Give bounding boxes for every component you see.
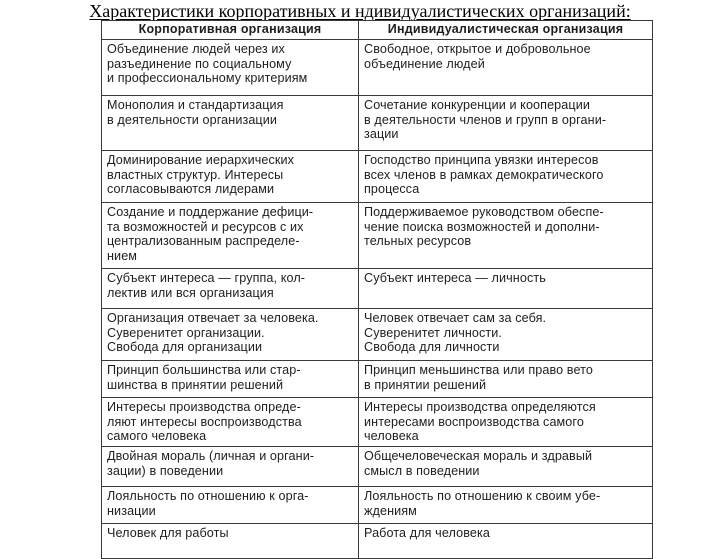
cell-text-line: согласовываются лидерами <box>107 182 275 197</box>
cell-text-line: централизованным распределе- <box>107 234 300 249</box>
cell-text-line: Поддерживаемое руководством обеспе- <box>364 205 604 219</box>
table-row <box>102 40 653 96</box>
table-row <box>102 269 653 309</box>
table-row <box>102 309 653 361</box>
cell-text-line: Человек для работы <box>107 526 229 540</box>
cell-corporate <box>102 96 359 151</box>
cell-text-line: Общечеловеческая мораль и здравый <box>364 449 593 463</box>
cell-individualistic <box>359 269 653 309</box>
cell-text-line: всех членов в рамках демократического <box>364 167 604 182</box>
cell-text-line: та возможностей и ресурсов с их <box>107 219 304 234</box>
cell-corporate <box>102 447 359 487</box>
table-row <box>102 96 653 151</box>
cell-text-line: объединение людей <box>364 56 485 71</box>
cell-text-line: в принятии решений <box>364 377 487 392</box>
cell-text-line: Суверенитет организации. <box>107 325 265 340</box>
cell-text-line: Интересы производства определяются <box>364 400 596 414</box>
cell-individualistic <box>359 40 653 96</box>
cell-corporate <box>102 398 359 447</box>
table-row <box>102 361 653 398</box>
cell-text-line: Сочетание конкуренции и кооперации <box>364 98 590 112</box>
table-row <box>102 203 653 269</box>
cell-text-line: Объединение людей через их <box>107 42 285 56</box>
cell-text-line: ждениям <box>364 503 417 518</box>
cell-text-line: зации) в поведении <box>107 463 224 478</box>
cell-text-line: Господство принципа увязки интересов <box>364 153 599 167</box>
cell-individualistic <box>359 524 653 559</box>
cell-text-line: Создание и поддержание дефици- <box>107 205 314 219</box>
cell-text-line: Субъект интереса — личность <box>364 271 546 285</box>
cell-text-line: интересами воспроизводства самого <box>364 414 584 429</box>
cell-text-line: властных структур. Интересы <box>107 167 284 182</box>
cell-individualistic <box>359 398 653 447</box>
cell-individualistic <box>359 309 653 361</box>
cell-corporate <box>102 524 359 559</box>
cell-individualistic <box>359 361 653 398</box>
cell-corporate <box>102 361 359 398</box>
cell-individualistic <box>359 151 653 203</box>
cell-text-line: Человек отвечает сам за себя. <box>364 311 547 325</box>
table-row <box>102 398 653 447</box>
cell-text-line: Интересы производства опреде- <box>107 400 301 414</box>
table-row <box>102 524 653 559</box>
cell-text-line: Двойная мораль (личная и органи- <box>107 449 315 463</box>
cell-text-line: Лояльность по отношению к орга- <box>107 489 309 503</box>
cell-text-line: Принцип меньшинства или право вето <box>364 363 593 377</box>
cell-text-line: чение поиска возможностей и дополни- <box>364 219 600 234</box>
cell-text-line: разъединение по социальному <box>107 56 292 71</box>
cell-text-line: Свобода для организации <box>107 340 263 355</box>
cell-text-line: Работа для человека <box>364 526 490 540</box>
cell-text-line: Организация отвечает за человека. <box>107 311 319 325</box>
cell-text-line: Лояльность по отношению к своим убе- <box>364 489 601 503</box>
header-individualistic: Индивидуалистическая организация <box>359 21 653 40</box>
cell-text-line: зации <box>364 127 399 142</box>
cell-text-line: Свобода для личности <box>364 340 500 355</box>
cell-text-line: процесса <box>364 182 420 197</box>
cell-corporate <box>102 487 359 524</box>
cell-text-line: Субъект интереса — группа, кол- <box>107 271 306 285</box>
cell-corporate <box>102 151 359 203</box>
page-title: Характеристики корпоративных и ндивидуалистических организаций: <box>89 1 631 21</box>
cell-corporate <box>102 269 359 309</box>
cell-text-line: нием <box>107 248 138 263</box>
cell-text-line: ляют интересы воспроизводства <box>107 414 302 429</box>
table-row <box>102 151 653 203</box>
cell-text-line: в деятельности членов и групп в органи- <box>364 112 607 127</box>
cell-text-line: Свободное, открытое и добровольное <box>364 42 591 56</box>
cell-individualistic <box>359 447 653 487</box>
cell-individualistic <box>359 487 653 524</box>
cell-text-line: тельных ресурсов <box>364 234 472 249</box>
table-header-row <box>102 21 653 40</box>
cell-individualistic <box>359 96 653 151</box>
cell-text-line: человека <box>364 429 419 444</box>
cell-corporate <box>102 203 359 269</box>
table-body <box>102 40 653 559</box>
table-row <box>102 487 653 524</box>
cell-text-line: лектив или вся организация <box>107 285 274 300</box>
cell-text-line: Монополия и стандартизация <box>107 98 284 112</box>
cell-individualistic <box>359 203 653 269</box>
cell-text-line: самого человека <box>107 429 207 444</box>
cell-corporate <box>102 309 359 361</box>
cell-text-line: шинства в принятии решений <box>107 377 284 392</box>
cell-text-line: Суверенитет личности. <box>364 325 503 340</box>
header-corporate: Корпоративная организация <box>102 21 359 40</box>
cell-text-line: Доминирование иерархических <box>107 153 295 167</box>
table-row <box>102 447 653 487</box>
cell-text-line: смысл в поведении <box>364 463 480 478</box>
comparison-table <box>101 20 653 559</box>
cell-text-line: и профессиональному критериям <box>107 71 308 86</box>
cell-corporate <box>102 40 359 96</box>
cell-text-line: в деятельности организации <box>107 112 278 127</box>
cell-text-line: низации <box>107 503 156 518</box>
cell-text-line: Принцип большинства или стар- <box>107 363 301 377</box>
